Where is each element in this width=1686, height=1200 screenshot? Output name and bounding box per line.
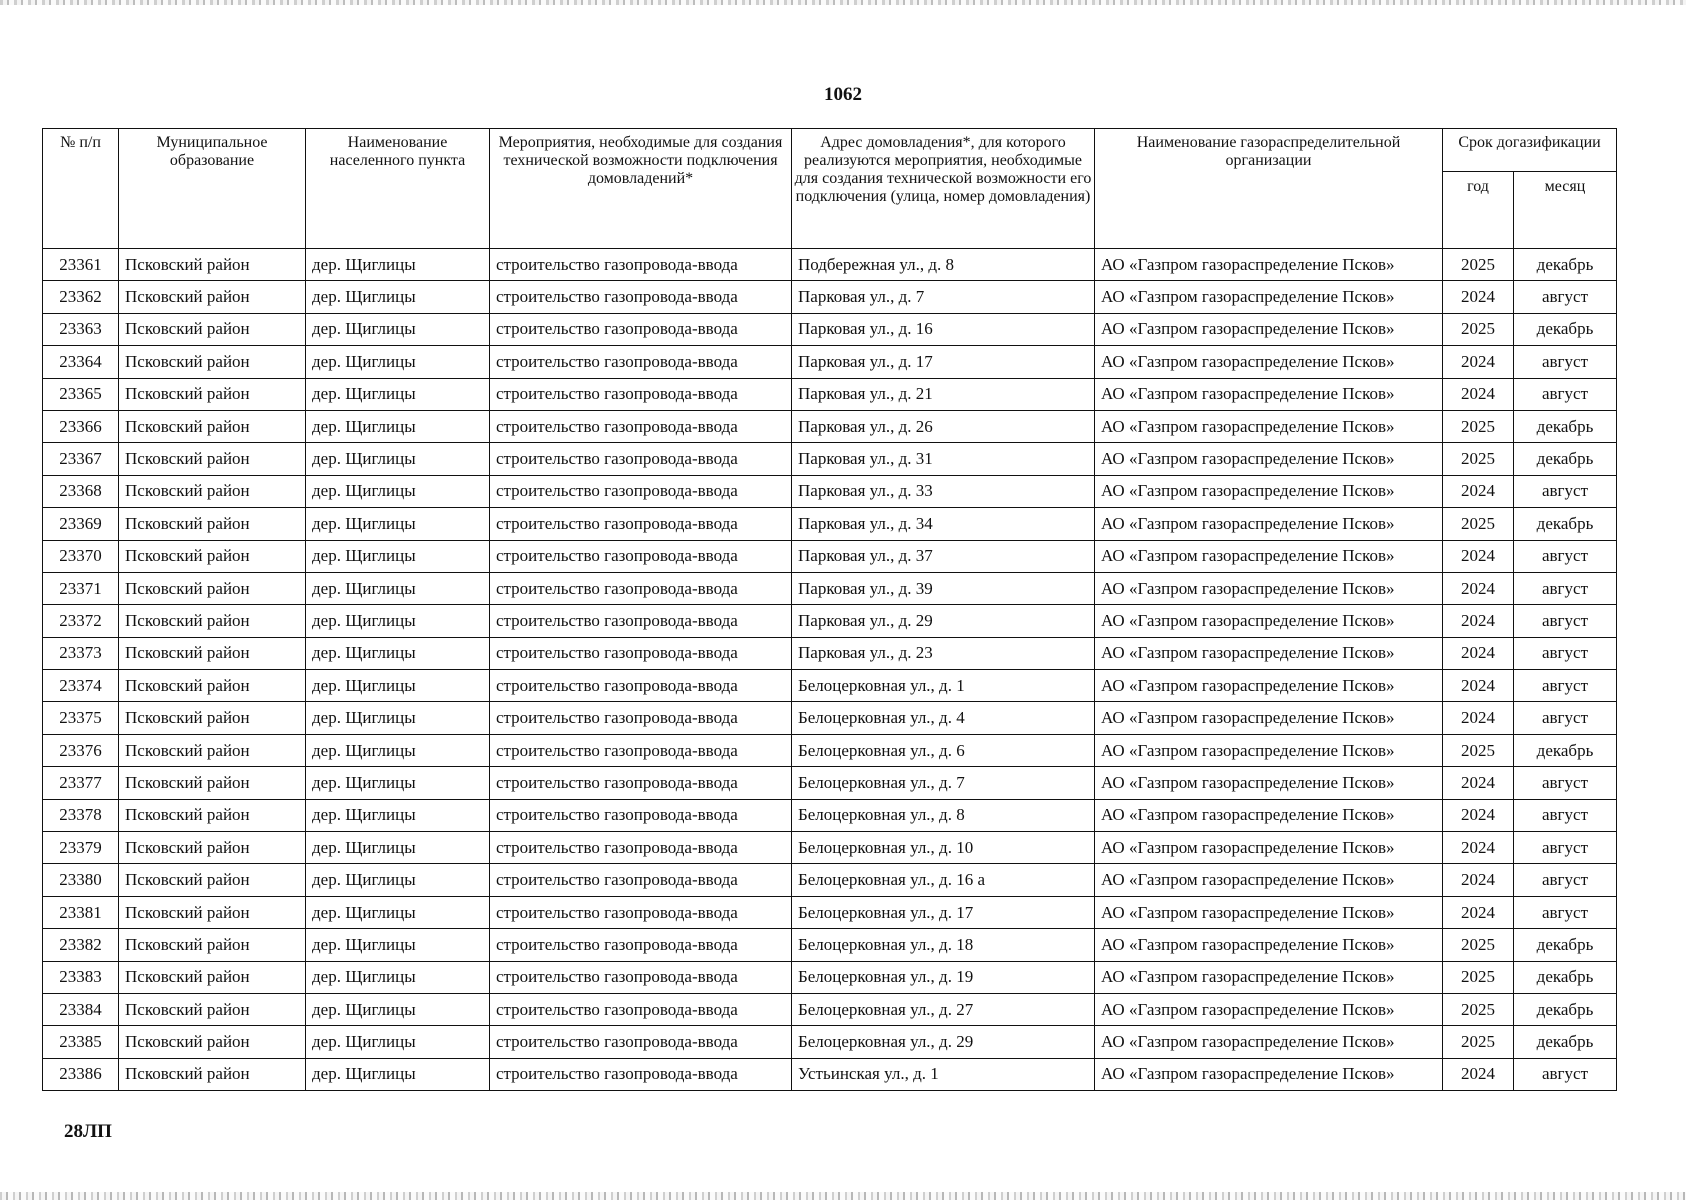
cell-organization: АО «Газпром газораспределение Псков» <box>1095 993 1443 1025</box>
cell-address: Парковая ул., д. 39 <box>792 572 1095 604</box>
header-num: № п/п <box>43 129 119 249</box>
cell-year: 2024 <box>1443 670 1514 702</box>
cell-municipality: Псковский район <box>119 1026 306 1058</box>
cell-num: 23382 <box>43 929 119 961</box>
cell-settlement: дер. Щиглицы <box>306 896 490 928</box>
table-row <box>43 993 1617 1025</box>
header-year: год <box>1443 172 1514 249</box>
cell-organization: АО «Газпром газораспределение Псков» <box>1095 734 1443 766</box>
cell-address: Белоцерковная ул., д. 8 <box>792 799 1095 831</box>
cell-municipality: Псковский район <box>119 1058 306 1090</box>
cell-measure: строительство газопровода-ввода <box>490 475 792 507</box>
cell-organization: АО «Газпром газораспределение Псков» <box>1095 249 1443 281</box>
cell-year: 2025 <box>1443 313 1514 345</box>
cell-year: 2025 <box>1443 443 1514 475</box>
cell-organization: АО «Газпром газораспределение Псков» <box>1095 540 1443 572</box>
cell-address: Белоцерковная ул., д. 29 <box>792 1026 1095 1058</box>
cell-measure: строительство газопровода-ввода <box>490 1026 792 1058</box>
cell-year: 2025 <box>1443 410 1514 442</box>
cell-month: август <box>1514 799 1617 831</box>
cell-settlement: дер. Щиглицы <box>306 313 490 345</box>
cell-year: 2024 <box>1443 378 1514 410</box>
cell-organization: АО «Газпром газораспределение Псков» <box>1095 1058 1443 1090</box>
cell-settlement: дер. Щиглицы <box>306 281 490 313</box>
cell-month: декабрь <box>1514 929 1617 961</box>
cell-month: август <box>1514 378 1617 410</box>
cell-month: август <box>1514 605 1617 637</box>
table-row <box>43 443 1617 475</box>
cell-settlement: дер. Щиглицы <box>306 1058 490 1090</box>
cell-month: август <box>1514 832 1617 864</box>
cell-address: Парковая ул., д. 37 <box>792 540 1095 572</box>
cell-municipality: Псковский район <box>119 961 306 993</box>
cell-organization: АО «Газпром газораспределение Псков» <box>1095 832 1443 864</box>
header-municipality: Муниципальное образование <box>119 129 306 249</box>
cell-municipality: Псковский район <box>119 572 306 604</box>
cell-settlement: дер. Щиглицы <box>306 670 490 702</box>
cell-settlement: дер. Щиглицы <box>306 864 490 896</box>
cell-municipality: Псковский район <box>119 508 306 540</box>
cell-year: 2025 <box>1443 993 1514 1025</box>
cell-year: 2024 <box>1443 605 1514 637</box>
cell-organization: АО «Газпром газораспределение Псков» <box>1095 313 1443 345</box>
cell-month: декабрь <box>1514 443 1617 475</box>
cell-month: декабрь <box>1514 961 1617 993</box>
cell-measure: строительство газопровода-ввода <box>490 993 792 1025</box>
cell-address: Белоцерковная ул., д. 19 <box>792 961 1095 993</box>
cell-month: декабрь <box>1514 410 1617 442</box>
cell-year: 2024 <box>1443 864 1514 896</box>
cell-month: август <box>1514 540 1617 572</box>
cell-measure: строительство газопровода-ввода <box>490 281 792 313</box>
cell-municipality: Псковский район <box>119 929 306 961</box>
cell-address: Белоцерковная ул., д. 10 <box>792 832 1095 864</box>
cell-organization: АО «Газпром газораспределение Псков» <box>1095 702 1443 734</box>
cell-num: 23365 <box>43 378 119 410</box>
cell-year: 2025 <box>1443 734 1514 766</box>
cell-municipality: Псковский район <box>119 540 306 572</box>
cell-address: Белоцерковная ул., д. 6 <box>792 734 1095 766</box>
cell-settlement: дер. Щиглицы <box>306 637 490 669</box>
cell-month: август <box>1514 864 1617 896</box>
cell-year: 2025 <box>1443 249 1514 281</box>
table-header <box>43 129 1617 249</box>
header-address: Адрес домовладения*, для которого реализуются мероприятия, необходимые для создания технической возможности его подключения (улица, номер домовладения) <box>792 129 1095 249</box>
table-row <box>43 799 1617 831</box>
table-row <box>43 896 1617 928</box>
cell-month: декабрь <box>1514 313 1617 345</box>
cell-month: август <box>1514 702 1617 734</box>
cell-address: Белоцерковная ул., д. 17 <box>792 896 1095 928</box>
table-row <box>43 864 1617 896</box>
cell-settlement: дер. Щиглицы <box>306 993 490 1025</box>
table-row <box>43 540 1617 572</box>
table-row <box>43 1026 1617 1058</box>
cell-num: 23370 <box>43 540 119 572</box>
cell-measure: строительство газопровода-ввода <box>490 508 792 540</box>
cell-num: 23383 <box>43 961 119 993</box>
table-row <box>43 670 1617 702</box>
cell-organization: АО «Газпром газораспределение Псков» <box>1095 475 1443 507</box>
cell-organization: АО «Газпром газораспределение Псков» <box>1095 767 1443 799</box>
table-row <box>43 605 1617 637</box>
cell-municipality: Псковский район <box>119 767 306 799</box>
cell-settlement: дер. Щиглицы <box>306 508 490 540</box>
cell-organization: АО «Газпром газораспределение Псков» <box>1095 1026 1443 1058</box>
cell-year: 2024 <box>1443 281 1514 313</box>
cell-year: 2024 <box>1443 637 1514 669</box>
scan-edge-top <box>0 0 1686 5</box>
cell-num: 23373 <box>43 637 119 669</box>
cell-organization: АО «Газпром газораспределение Псков» <box>1095 670 1443 702</box>
cell-settlement: дер. Щиглицы <box>306 572 490 604</box>
cell-organization: АО «Газпром газораспределение Псков» <box>1095 281 1443 313</box>
table-row <box>43 410 1617 442</box>
header-organization: Наименование газораспределительной организации <box>1095 129 1443 249</box>
cell-num: 23377 <box>43 767 119 799</box>
cell-settlement: дер. Щиглицы <box>306 249 490 281</box>
cell-municipality: Псковский район <box>119 346 306 378</box>
cell-address: Белоцерковная ул., д. 18 <box>792 929 1095 961</box>
cell-num: 23361 <box>43 249 119 281</box>
cell-num: 23369 <box>43 508 119 540</box>
cell-measure: строительство газопровода-ввода <box>490 799 792 831</box>
cell-municipality: Псковский район <box>119 993 306 1025</box>
table-body <box>43 249 1617 1091</box>
page-number: 1062 <box>824 84 862 105</box>
cell-measure: строительство газопровода-ввода <box>490 572 792 604</box>
cell-measure: строительство газопровода-ввода <box>490 929 792 961</box>
cell-address: Белоцерковная ул., д. 16 а <box>792 864 1095 896</box>
cell-organization: АО «Газпром газораспределение Псков» <box>1095 896 1443 928</box>
cell-settlement: дер. Щиглицы <box>306 929 490 961</box>
cell-num: 23367 <box>43 443 119 475</box>
cell-num: 23375 <box>43 702 119 734</box>
cell-month: август <box>1514 1058 1617 1090</box>
scan-edge-bottom <box>0 1192 1686 1200</box>
cell-settlement: дер. Щиглицы <box>306 702 490 734</box>
cell-month: декабрь <box>1514 508 1617 540</box>
cell-organization: АО «Газпром газораспределение Псков» <box>1095 961 1443 993</box>
cell-address: Белоцерковная ул., д. 1 <box>792 670 1095 702</box>
cell-year: 2024 <box>1443 346 1514 378</box>
cell-address: Устьинская ул., д. 1 <box>792 1058 1095 1090</box>
cell-address: Белоцерковная ул., д. 4 <box>792 702 1095 734</box>
cell-organization: АО «Газпром газораспределение Псков» <box>1095 410 1443 442</box>
table-row <box>43 637 1617 669</box>
cell-measure: строительство газопровода-ввода <box>490 864 792 896</box>
cell-year: 2025 <box>1443 1026 1514 1058</box>
cell-month: август <box>1514 475 1617 507</box>
cell-month: август <box>1514 670 1617 702</box>
cell-municipality: Псковский район <box>119 281 306 313</box>
cell-organization: АО «Газпром газораспределение Псков» <box>1095 637 1443 669</box>
cell-year: 2024 <box>1443 540 1514 572</box>
cell-measure: строительство газопровода-ввода <box>490 378 792 410</box>
cell-organization: АО «Газпром газораспределение Псков» <box>1095 799 1443 831</box>
cell-settlement: дер. Щиглицы <box>306 767 490 799</box>
cell-organization: АО «Газпром газораспределение Псков» <box>1095 929 1443 961</box>
header-measures: Мероприятия, необходимые для создания технической возможности подключения домовладений* <box>490 129 792 249</box>
cell-settlement: дер. Щиглицы <box>306 346 490 378</box>
cell-month: декабрь <box>1514 1026 1617 1058</box>
cell-municipality: Псковский район <box>119 670 306 702</box>
cell-num: 23366 <box>43 410 119 442</box>
cell-month: декабрь <box>1514 993 1617 1025</box>
table-row <box>43 378 1617 410</box>
cell-municipality: Псковский район <box>119 378 306 410</box>
table-row <box>43 734 1617 766</box>
cell-address: Парковая ул., д. 34 <box>792 508 1095 540</box>
header-deadline: Срок догазификации <box>1443 129 1617 172</box>
cell-organization: АО «Газпром газораспределение Псков» <box>1095 864 1443 896</box>
cell-num: 23385 <box>43 1026 119 1058</box>
cell-month: декабрь <box>1514 249 1617 281</box>
table-row <box>43 249 1617 281</box>
cell-settlement: дер. Щиглицы <box>306 475 490 507</box>
cell-settlement: дер. Щиглицы <box>306 605 490 637</box>
table-row <box>43 475 1617 507</box>
cell-measure: строительство газопровода-ввода <box>490 346 792 378</box>
cell-measure: строительство газопровода-ввода <box>490 637 792 669</box>
table-row <box>43 572 1617 604</box>
cell-num: 23379 <box>43 832 119 864</box>
cell-address: Белоцерковная ул., д. 27 <box>792 993 1095 1025</box>
cell-month: август <box>1514 896 1617 928</box>
cell-address: Парковая ул., д. 17 <box>792 346 1095 378</box>
cell-address: Парковая ул., д. 29 <box>792 605 1095 637</box>
cell-year: 2024 <box>1443 572 1514 604</box>
cell-year: 2025 <box>1443 508 1514 540</box>
cell-address: Парковая ул., д. 23 <box>792 637 1095 669</box>
cell-month: август <box>1514 637 1617 669</box>
cell-year: 2024 <box>1443 799 1514 831</box>
table-row <box>43 767 1617 799</box>
cell-num: 23362 <box>43 281 119 313</box>
cell-address: Парковая ул., д. 33 <box>792 475 1095 507</box>
cell-municipality: Псковский район <box>119 249 306 281</box>
footer-code: 28ЛП <box>64 1121 112 1142</box>
cell-measure: строительство газопровода-ввода <box>490 605 792 637</box>
cell-measure: строительство газопровода-ввода <box>490 670 792 702</box>
header-settlement: Наименование населенного пункта <box>306 129 490 249</box>
cell-municipality: Псковский район <box>119 410 306 442</box>
cell-address: Парковая ул., д. 16 <box>792 313 1095 345</box>
table-row <box>43 702 1617 734</box>
table-row <box>43 1058 1617 1090</box>
cell-num: 23372 <box>43 605 119 637</box>
cell-municipality: Псковский район <box>119 799 306 831</box>
cell-address: Белоцерковная ул., д. 7 <box>792 767 1095 799</box>
cell-settlement: дер. Щиглицы <box>306 799 490 831</box>
table-row <box>43 281 1617 313</box>
cell-organization: АО «Газпром газораспределение Псков» <box>1095 443 1443 475</box>
cell-measure: строительство газопровода-ввода <box>490 961 792 993</box>
cell-num: 23371 <box>43 572 119 604</box>
cell-settlement: дер. Щиглицы <box>306 410 490 442</box>
cell-num: 23380 <box>43 864 119 896</box>
cell-measure: строительство газопровода-ввода <box>490 702 792 734</box>
cell-month: август <box>1514 281 1617 313</box>
cell-settlement: дер. Щиглицы <box>306 378 490 410</box>
cell-month: август <box>1514 346 1617 378</box>
cell-municipality: Псковский район <box>119 637 306 669</box>
cell-month: декабрь <box>1514 734 1617 766</box>
table-row <box>43 832 1617 864</box>
cell-num: 23378 <box>43 799 119 831</box>
cell-num: 23384 <box>43 993 119 1025</box>
cell-measure: строительство газопровода-ввода <box>490 540 792 572</box>
table-row <box>43 929 1617 961</box>
cell-year: 2024 <box>1443 896 1514 928</box>
header-month: месяц <box>1514 172 1617 249</box>
cell-measure: строительство газопровода-ввода <box>490 832 792 864</box>
cell-address: Парковая ул., д. 21 <box>792 378 1095 410</box>
cell-address: Парковая ул., д. 26 <box>792 410 1095 442</box>
cell-num: 23363 <box>43 313 119 345</box>
cell-num: 23364 <box>43 346 119 378</box>
cell-address: Парковая ул., д. 31 <box>792 443 1095 475</box>
cell-num: 23374 <box>43 670 119 702</box>
cell-municipality: Псковский район <box>119 896 306 928</box>
gasification-table <box>42 128 1617 1091</box>
cell-year: 2024 <box>1443 1058 1514 1090</box>
cell-measure: строительство газопровода-ввода <box>490 249 792 281</box>
cell-measure: строительство газопровода-ввода <box>490 767 792 799</box>
cell-organization: АО «Газпром газораспределение Псков» <box>1095 378 1443 410</box>
cell-municipality: Псковский район <box>119 313 306 345</box>
cell-measure: строительство газопровода-ввода <box>490 1058 792 1090</box>
cell-num: 23368 <box>43 475 119 507</box>
cell-measure: строительство газопровода-ввода <box>490 734 792 766</box>
cell-municipality: Псковский район <box>119 864 306 896</box>
table-row <box>43 346 1617 378</box>
cell-year: 2024 <box>1443 767 1514 799</box>
cell-measure: строительство газопровода-ввода <box>490 896 792 928</box>
cell-settlement: дер. Щиглицы <box>306 443 490 475</box>
cell-municipality: Псковский район <box>119 734 306 766</box>
cell-settlement: дер. Щиглицы <box>306 540 490 572</box>
table-row <box>43 961 1617 993</box>
cell-municipality: Псковский район <box>119 702 306 734</box>
cell-municipality: Псковский район <box>119 605 306 637</box>
cell-num: 23386 <box>43 1058 119 1090</box>
table-row <box>43 508 1617 540</box>
cell-year: 2025 <box>1443 929 1514 961</box>
cell-num: 23376 <box>43 734 119 766</box>
cell-month: август <box>1514 572 1617 604</box>
table-row <box>43 313 1617 345</box>
cell-organization: АО «Газпром газораспределение Псков» <box>1095 346 1443 378</box>
cell-settlement: дер. Щиглицы <box>306 832 490 864</box>
cell-measure: строительство газопровода-ввода <box>490 410 792 442</box>
cell-organization: АО «Газпром газораспределение Псков» <box>1095 605 1443 637</box>
cell-measure: строительство газопровода-ввода <box>490 443 792 475</box>
cell-settlement: дер. Щиглицы <box>306 734 490 766</box>
cell-year: 2024 <box>1443 475 1514 507</box>
cell-month: август <box>1514 767 1617 799</box>
cell-municipality: Псковский район <box>119 443 306 475</box>
cell-year: 2025 <box>1443 961 1514 993</box>
cell-organization: АО «Газпром газораспределение Псков» <box>1095 508 1443 540</box>
cell-address: Парковая ул., д. 7 <box>792 281 1095 313</box>
cell-year: 2024 <box>1443 832 1514 864</box>
cell-measure: строительство газопровода-ввода <box>490 313 792 345</box>
cell-municipality: Псковский район <box>119 475 306 507</box>
cell-num: 23381 <box>43 896 119 928</box>
cell-organization: АО «Газпром газораспределение Псков» <box>1095 572 1443 604</box>
cell-settlement: дер. Щиглицы <box>306 961 490 993</box>
cell-year: 2024 <box>1443 702 1514 734</box>
cell-address: Подбережная ул., д. 8 <box>792 249 1095 281</box>
cell-municipality: Псковский район <box>119 832 306 864</box>
cell-settlement: дер. Щиглицы <box>306 1026 490 1058</box>
